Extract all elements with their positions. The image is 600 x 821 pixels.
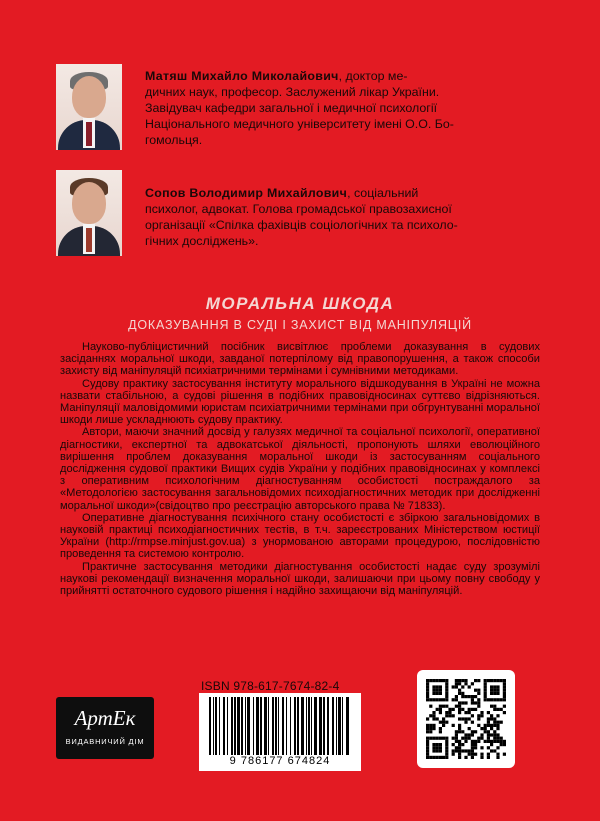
qr-code-icon [417,670,515,768]
book-subtitle: ДОКАЗУВАННЯ В СУДІ І ЗАХИСТ ВІД МАНІПУЛЯЦІЙ [128,318,472,332]
author-photo-matiash [56,64,122,150]
publisher-logo [56,697,154,759]
isbn-label: ISBN 978-617-7674-82-4 [201,679,340,693]
author-photo-sopov [56,170,122,256]
qr-code [417,670,515,768]
description-paragraph: Оперативне діагностування психічного стану особистості є збіркою загальновідомих в науковій практиці психодіагностичних тестів, в т.ч. зареєстрованих Міністерством юстиції України (http://rmpse.minjust.gov.ua) з унормованою авторами процедурою, послідовністю проведення та системою контролю. [60,511,540,561]
author-name: Сопов Володимир Михайлович [145,186,348,200]
barcode-digits: 9 786177 674824 [199,755,361,767]
description-paragraph: Судову практику застосування інституту морального відшкодування в Україні не можна назвати стабільною, а судові рішення в подібних правовідносинах суттєво відрізняються. Маніпуляції маловідомими юристам психіатричними термінами при обгрунтуванні моральної шкоди лише ускладнюють судову практику. [60,377,541,427]
description-paragraph: Науково-публіцистичний посібник висвітлює проблеми доказування в судових засіданнях моральної шкоди, завданої потерпілому від правопорушення, а також способи захисту від маніпуляцій психіатричними термінами і сумнівними методиками. [60,341,540,378]
author-name: Матяш Михайло Миколайович [145,69,339,83]
publisher-logo-text: АртЕк [74,706,136,730]
barcode [199,693,361,771]
book-description [60,341,540,597]
description-paragraph: Практичне застосування методики діагностування особистості надає суду зрозумілі наукові рекомендації визначення моральної шкоди, залишаючи при цьому повну свободу у прийнятті остаточного судового рішення і надійно захищаючи від маніпуляцій. [60,560,540,598]
author-bio-sopov: Сопов Володимир Михайлович, соціальний психолог, адвокат. Голова громадської правозахисної організації «Спілка фахівців соціологічних та психоло- гічних досліджень». [145,186,458,248]
description-paragraph: Автори, маючи значний досвід у галузях медичної та соціальної психології, оперативної діагностики, експертної та адвокатської діяльності, пропонують шляхи еволюційного вирішення проблем доказування моральної шкоди із застосуванням соціального дослідження судової практики Вищих судів України у подібних правовідносинах у комплексі з оперативним психологічним діагностуванням особистості постраждалого за «Методологією застосування загальновідомих психодіагностичних методик при дослідженні моральної шкоди»(свідоцтво про реєстрацію авторського права № 71833). [60,426,540,512]
author-bio-matiash: Матяш Михайло Миколайович, доктор ме- дичних наук, професор. Заслужений лікар України. Завідувач кафедри загальної і медичної психології Національного медичного університету імені О.О. Бо- гомольця. [145,69,454,147]
book-title: МОРАЛЬНА ШКОДА [205,294,395,313]
publisher-subtitle: ВИДАВНИЧИЙ ДІМ [65,737,145,746]
barcode-icon [199,693,361,757]
